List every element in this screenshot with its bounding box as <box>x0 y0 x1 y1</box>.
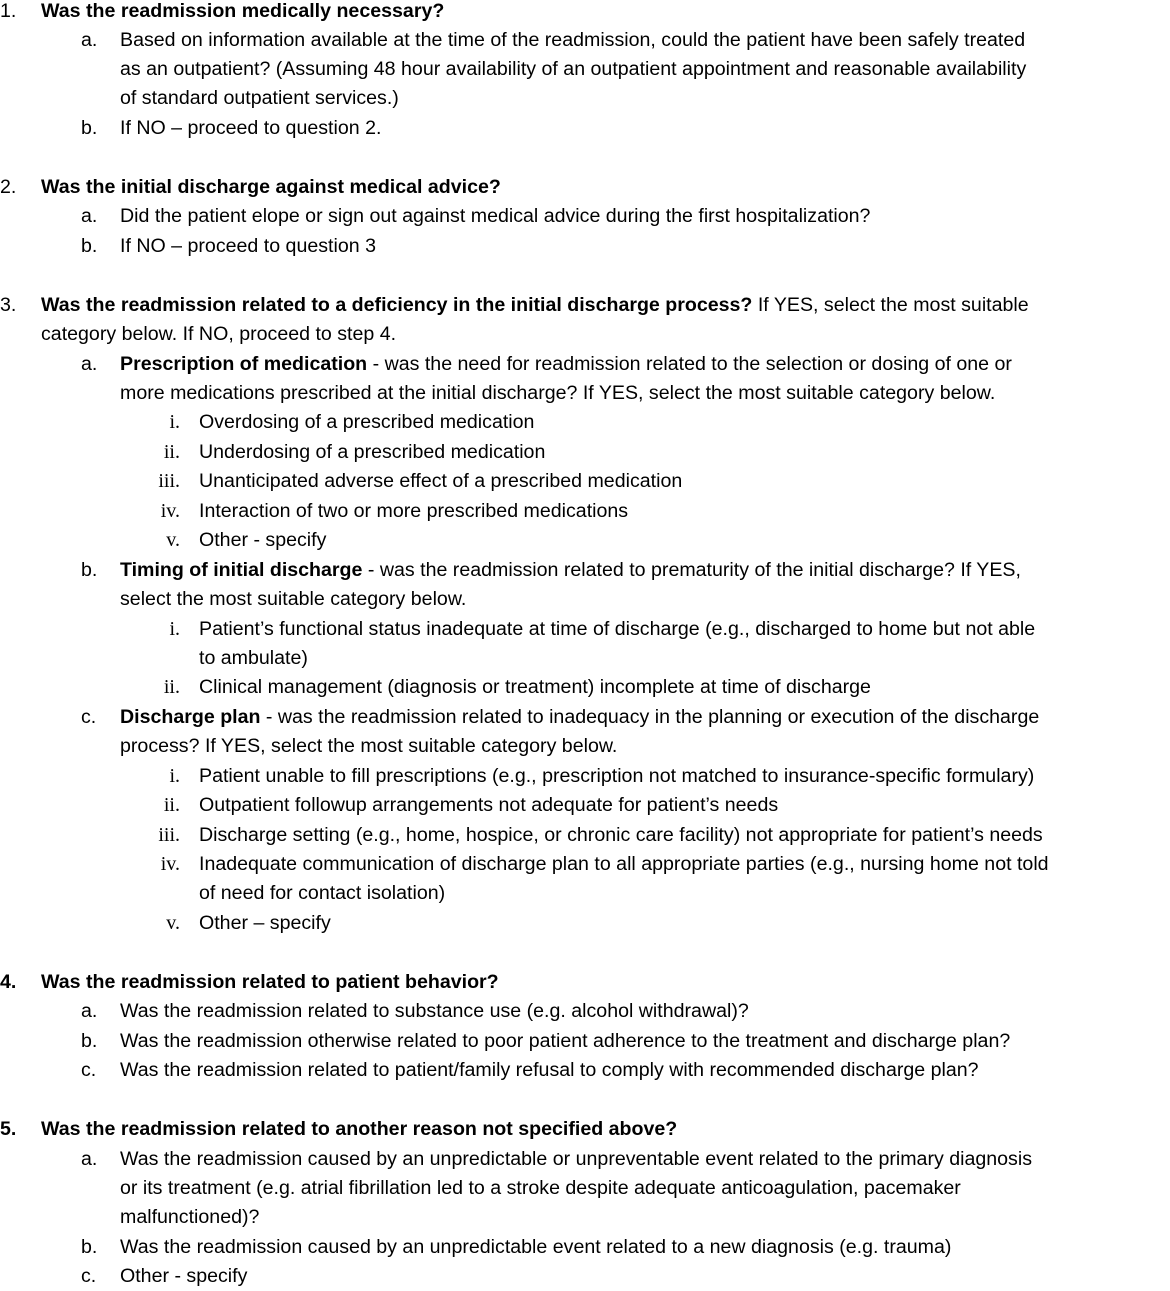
item-text: select the most suitable category below. <box>120 588 467 610</box>
subitem-numeral: v. <box>166 529 180 551</box>
item-heading: Prescription of medication <box>120 353 368 375</box>
question-title-bold: Was the readmission related to a deficiency in the initial discharge process? <box>41 294 753 316</box>
question-title <box>41 291 1029 320</box>
item-text: of standard outpatient services.) <box>120 87 399 109</box>
item-text: Was the readmission caused by an unpredictable event related to a new diagnosis (e.g. trauma) <box>120 1236 952 1258</box>
subitem-numeral: i. <box>169 618 180 640</box>
question-title: Was the initial discharge against medical advice? <box>41 176 501 198</box>
subitem-text: Unanticipated adverse effect of a prescribed medication <box>199 470 683 492</box>
item-letter: b. <box>81 235 98 257</box>
subitem-text-cont: to ambulate) <box>199 647 308 669</box>
item-letter: a. <box>81 205 98 227</box>
subitem-numeral: ii. <box>163 794 180 816</box>
subitem-text: Inadequate communication of discharge plan to all appropriate parties (e.g., nursing home not told <box>199 853 1049 875</box>
subitem-numeral: iv. <box>160 853 180 875</box>
item-text: Other - specify <box>120 1265 248 1287</box>
subitem-text-cont: of need for contact isolation) <box>199 882 446 904</box>
subitem-text: Other – specify <box>199 912 331 934</box>
item-text: Was the readmission caused by an unpredictable or unpreventable event related to the primary diagnosis <box>120 1148 1032 1170</box>
item-text: or its treatment (e.g. atrial fibrillation led to a stroke despite adequate anticoagulation, pacemaker <box>120 1177 961 1199</box>
item-text <box>120 703 1039 732</box>
subitem-numeral: ii. <box>163 441 180 463</box>
item-text: more medications prescribed at the initial discharge? If YES, select the most suitable category below. <box>120 382 996 404</box>
subitem-text: Discharge setting (e.g., home, hospice, or chronic care facility) not appropriate for patient’s needs <box>199 824 1043 846</box>
item-text-rest: - was the readmission related to inadequacy in the planning or execution of the discharge <box>260 706 1040 728</box>
item-letter: c. <box>81 1059 97 1081</box>
question-title: Was the readmission related to another reason not specified above? <box>41 1118 678 1140</box>
question-number: 2. <box>0 176 17 198</box>
subitem-text: Patient’s functional status inadequate at time of discharge (e.g., discharged to home but not able <box>199 618 1036 640</box>
item-heading: Discharge plan <box>120 706 261 728</box>
subitem-numeral: iv. <box>160 500 180 522</box>
question-title-cont: category below. If NO, proceed to step 4. <box>41 323 397 345</box>
subitem-text: Interaction of two or more prescribed medications <box>199 500 629 522</box>
item-heading: Timing of initial discharge <box>120 559 363 581</box>
item-letter: a. <box>81 1000 98 1022</box>
item-letter: a. <box>81 29 98 51</box>
item-letter: b. <box>81 1030 98 1052</box>
item-letter: a. <box>81 1148 98 1170</box>
item-text-rest: - was the need for readmission related to the selection or dosing of one or <box>367 353 1012 375</box>
item-letter: c. <box>81 706 97 728</box>
subitem-text: Patient unable to fill prescriptions (e.g., prescription not matched to insurance-specific formulary) <box>199 765 1035 787</box>
subitem-numeral: i. <box>169 411 180 433</box>
question-title-tail: If YES, select the most suitable <box>752 294 1029 316</box>
subitem-numeral: v. <box>166 912 180 934</box>
item-text: malfunctioned)? <box>120 1206 260 1228</box>
question-title: Was the readmission medically necessary? <box>41 0 445 22</box>
item-text: Did the patient elope or sign out against medical advice during the first hospitalization? <box>120 205 871 227</box>
subitem-text: Outpatient followup arrangements not adequate for patient’s needs <box>199 794 779 816</box>
item-letter: a. <box>81 353 98 375</box>
item-text: Was the readmission related to substance use (e.g. alcohol withdrawal)? <box>120 1000 749 1022</box>
item-letter: b. <box>81 559 98 581</box>
item-text: Based on information available at the time of the readmission, could the patient have been safely treated <box>120 29 1026 51</box>
item-letter: c. <box>81 1265 97 1287</box>
subitem-text: Underdosing of a prescribed medication <box>199 441 546 463</box>
item-text: If NO – proceed to question 3 <box>120 235 376 257</box>
question-number: 3. <box>0 294 17 316</box>
question-number: 5. <box>0 1118 17 1140</box>
subitem-text: Clinical management (diagnosis or treatment) incomplete at time of discharge <box>199 676 871 698</box>
item-letter: b. <box>81 117 98 139</box>
question-number: 1. <box>0 0 17 22</box>
subitem-numeral: iii. <box>158 824 180 846</box>
item-text: Was the readmission related to patient/family refusal to comply with recommended discharge plan? <box>120 1059 979 1081</box>
subitem-text: Other - specify <box>199 529 327 551</box>
question-title: Was the readmission related to patient behavior? <box>41 971 499 993</box>
item-text: as an outpatient? (Assuming 48 hour availability of an outpatient appointment and reasonable availability <box>120 58 1027 80</box>
subitem-text: Overdosing of a prescribed medication <box>199 411 535 433</box>
subitem-numeral: i. <box>169 765 180 787</box>
subitem-numeral: iii. <box>158 470 180 492</box>
item-letter: b. <box>81 1236 98 1258</box>
item-text <box>120 556 1021 585</box>
question-number: 4. <box>0 971 17 993</box>
item-text-rest: - was the readmission related to prematurity of the initial discharge? If YES, <box>362 559 1021 581</box>
item-text: If NO – proceed to question 2. <box>120 117 382 139</box>
item-text <box>120 350 1012 379</box>
item-text: Was the readmission otherwise related to poor patient adherence to the treatment and discharge plan? <box>120 1030 1011 1052</box>
subitem-numeral: ii. <box>163 676 180 698</box>
item-text: process? If YES, select the most suitable category below. <box>120 735 618 757</box>
